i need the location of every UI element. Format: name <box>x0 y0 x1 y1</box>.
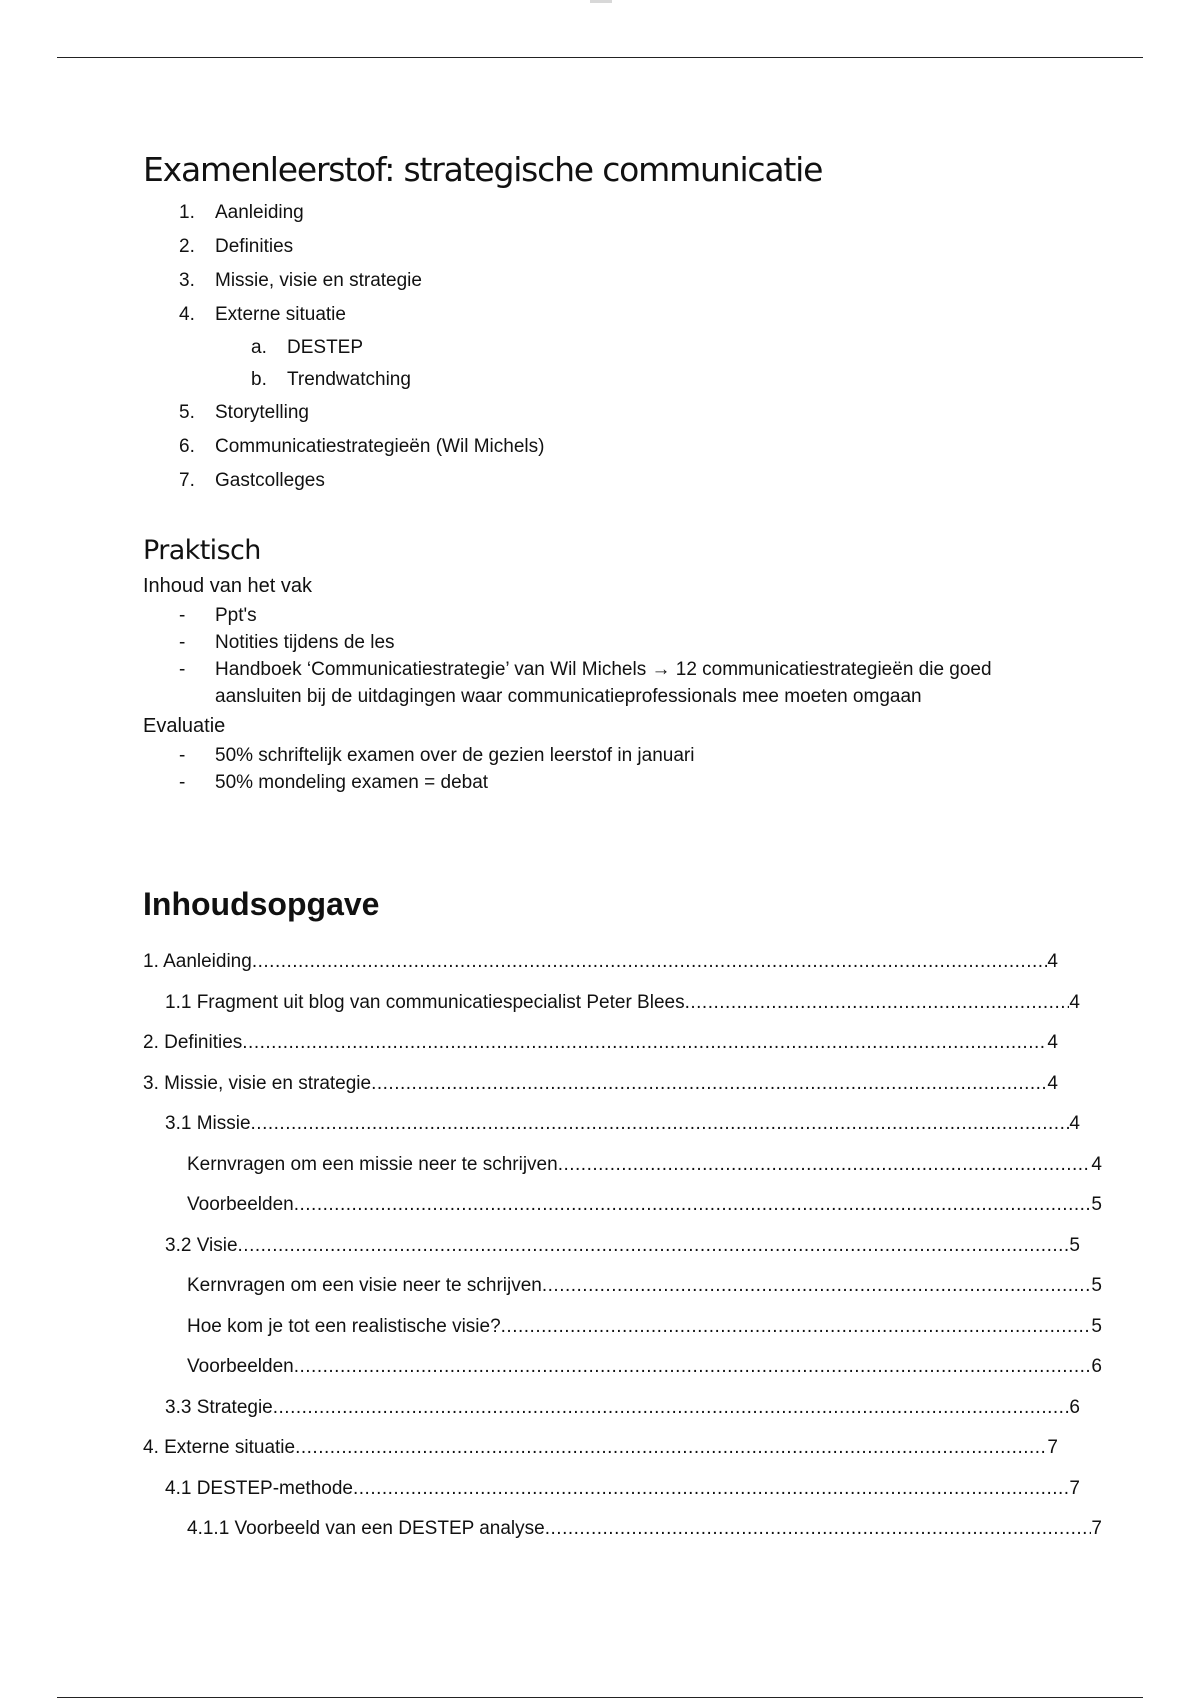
toc-leader <box>242 1023 1047 1064</box>
outline-subitem: b. Trendwatching <box>251 369 411 390</box>
document-title: Examenleerstof: strategische communicatie <box>143 150 823 189</box>
outline-item: 4. Externe situatie <box>179 304 346 325</box>
toc-leader <box>251 1104 1070 1145</box>
toc-entry[interactable]: 3.2 Visie ..... 5 <box>143 1226 1080 1267</box>
toc-entry[interactable]: 3.3 Strategie ..... 6 <box>143 1388 1080 1429</box>
toc-entry[interactable]: 4.1.1 Voorbeeld van een DESTEP analyse ..... 7 <box>143 1509 1102 1550</box>
toc-entry[interactable]: 2. Definities ..... 4 <box>143 1023 1058 1064</box>
page-content <box>143 146 1102 1550</box>
toc-entry[interactable]: Voorbeelden ..... 6 <box>143 1347 1102 1388</box>
toc-leader <box>295 1428 1047 1469</box>
footer-rule <box>57 1697 1143 1698</box>
list-item: - 50% mondeling examen = debat <box>179 772 489 793</box>
toc-leader <box>238 1226 1070 1267</box>
toc-leader <box>294 1185 1092 1226</box>
toc-entry[interactable]: 1.1 Fragment uit blog van communicatiespecialist Peter Blees ..... 4 <box>143 983 1080 1024</box>
toc-entry[interactable]: Kernvragen om een missie neer te schrijven ..... 4 <box>143 1145 1102 1186</box>
page-top-marker <box>590 0 612 3</box>
praktisch-heading: Praktisch <box>143 535 261 566</box>
evaluatie-list <box>143 742 1058 796</box>
toc-leader <box>273 1388 1070 1429</box>
toc-entry[interactable]: 1. Aanleiding ..... 4 <box>143 942 1058 983</box>
table-of-contents <box>143 942 1102 1550</box>
exam-topics-list <box>143 196 1058 498</box>
evaluatie-subheading: Evaluatie <box>143 715 226 737</box>
toc-leader <box>294 1347 1092 1388</box>
outline-item: 1. Aanleiding <box>179 202 304 223</box>
list-item: - Handboek ‘Communicatiestrategie’ van Wil Michels → 12 communicatiestrategieën die goed aansluiten bij de uitdagingen waar communicatieprofessionals mee moeten omgaan <box>179 659 992 707</box>
toc-entry[interactable]: 3. Missie, visie en strategie ..... 4 <box>143 1064 1058 1105</box>
list-item: - Notities tijdens de les <box>179 632 395 653</box>
toc-leader <box>558 1145 1092 1186</box>
toc-entry[interactable]: 4.1 DESTEP-methode ..... 7 <box>143 1469 1080 1510</box>
toc-entry[interactable]: 4. Externe situatie ..... 7 <box>143 1428 1058 1469</box>
outline-item: 2. Definities <box>179 236 294 257</box>
toc-entry[interactable]: 3.1 Missie ..... 4 <box>143 1104 1080 1145</box>
toc-leader <box>501 1307 1092 1348</box>
toc-leader <box>371 1064 1047 1105</box>
toc-entry[interactable]: Hoe kom je tot een realistische visie? ..... 5 <box>143 1307 1102 1348</box>
outline-subitem: a. DESTEP <box>251 337 364 358</box>
toc-entry[interactable]: Kernvragen om een visie neer te schrijven ..... 5 <box>143 1266 1102 1307</box>
outline-item: 7. Gastcolleges <box>179 470 325 491</box>
inhoud-subheading: Inhoud van het vak <box>143 575 313 597</box>
header-rule <box>57 57 1143 58</box>
toc-leader <box>545 1509 1092 1550</box>
inhoud-list <box>143 602 1058 710</box>
toc-leader <box>353 1469 1069 1510</box>
list-item: - 50% schriftelijk examen over de gezien leerstof in januari <box>179 745 695 766</box>
toc-entry[interactable]: Voorbeelden ..... 5 <box>143 1185 1102 1226</box>
outline-item: 5. Storytelling <box>179 402 309 423</box>
toc-leader <box>685 983 1070 1024</box>
toc-heading: Inhoudsopgave <box>143 886 380 922</box>
list-item: - Ppt's <box>179 605 257 626</box>
outline-item: 6. Communicatiestrategieën (Wil Michels) <box>179 436 545 457</box>
toc-leader <box>252 942 1048 983</box>
outline-item: 3. Missie, visie en strategie <box>179 270 422 291</box>
toc-leader <box>542 1266 1092 1307</box>
